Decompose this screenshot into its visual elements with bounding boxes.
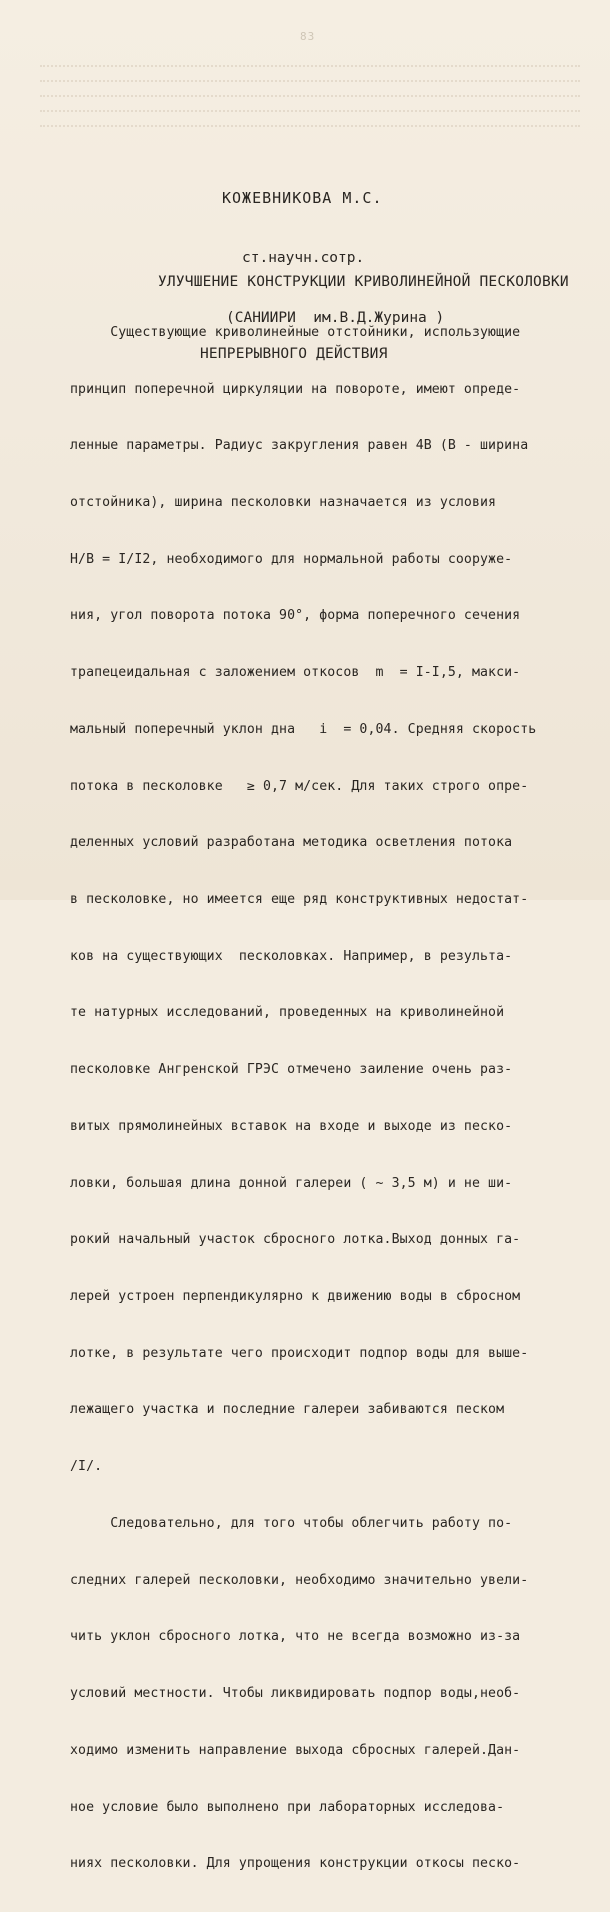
body-text [70, 286, 536, 1912]
body-line: ния, угол поворота потока 90°, форма поперечного сечения [70, 608, 521, 624]
body-line: /I/. [70, 1459, 103, 1475]
body-line: рокий начальный участок сбросного лотка.Выход донных га- [70, 1232, 521, 1248]
title-line-1: УЛУЧШЕНИЕ КОНСТРУКЦИИ КРИВОЛИНЕЙНОЙ ПЕСКОЛОВКИ [158, 274, 569, 290]
body-line: деленных условий разработана методика осветления потока [70, 835, 513, 851]
author-name: КОЖЕВНИКОВА М.С. [222, 189, 383, 207]
body-line: те натурных исследований, проведенных на криволинейной [70, 1005, 505, 1021]
author-organization: (САНИИРИ им.В.Д.Журина ) [226, 310, 445, 326]
body-line: чить уклон сбросного лотка, что не всегда возможно из-за [70, 1629, 521, 1645]
body-line: потока в песколовке ≥ 0,7 м/сек. Для таких строго опре- [70, 778, 529, 794]
body-line: условий местности. Чтобы ликвидировать подпор воды,необ- [70, 1686, 521, 1702]
body-line: следних галерей песколовки, необходимо значительно увели- [70, 1572, 529, 1588]
page-number: 83 [300, 30, 316, 43]
body-line: лерей устроен перпендикулярно к движению воды в сбросном [70, 1289, 521, 1305]
body-line: ходимо изменить направление выхода сбросных галерей.Дан- [70, 1742, 521, 1758]
body-line: лотке, в результате чего происходит подпор воды для выше- [70, 1345, 529, 1361]
body-line: песколовке Ангренской ГРЭС отмечено заиление очень раз- [70, 1062, 513, 1078]
body-line: ленные параметры. Радиус закругления равен 4В (В - ширина [70, 438, 529, 454]
body-line: мальный поперечный уклон дна i = 0,04. Средняя скорость [70, 721, 537, 737]
body-line: витых прямолинейных вставок на входе и выходе из песко- [70, 1118, 513, 1134]
body-line: ков на существующих песколовках. Например, в результа- [70, 948, 513, 964]
body-line: принцип поперечной циркуляции на повороте, имеют опреде- [70, 381, 521, 397]
bleed-through-text [40, 65, 580, 145]
body-line: отстойника), ширина песколовки назначается из условия [70, 494, 497, 510]
author-position: ст.научн.сотр. [242, 250, 365, 266]
body-line: Следовательно, для того чтобы облегчить работу по- [70, 1515, 513, 1531]
body-line: ниях песколовки. Для упрощения конструкции откосы песко- [70, 1856, 521, 1872]
title-line-2: НЕПРЕРЫВНОГО ДЕЙСТВИЯ [200, 346, 388, 362]
body-line: ловки, большая длина донной галереи ( ~ 3,5 м) и не ши- [70, 1175, 513, 1191]
body-line: Существующие криволинейные отстойники, использующие [70, 324, 521, 340]
body-line: лежащего участка и последние галереи забиваются песком [70, 1402, 505, 1418]
body-line: ное условие было выполнено при лабораторных исследова- [70, 1799, 505, 1815]
body-line: Н/В = I/I2, необходимого для нормальной работы сооруже- [70, 551, 513, 567]
body-line: в песколовке, но имеется еще ряд конструктивных недостат- [70, 892, 529, 907]
body-line: трапецеидальная с заложением откосов m = I-I,5, макси- [70, 665, 521, 681]
